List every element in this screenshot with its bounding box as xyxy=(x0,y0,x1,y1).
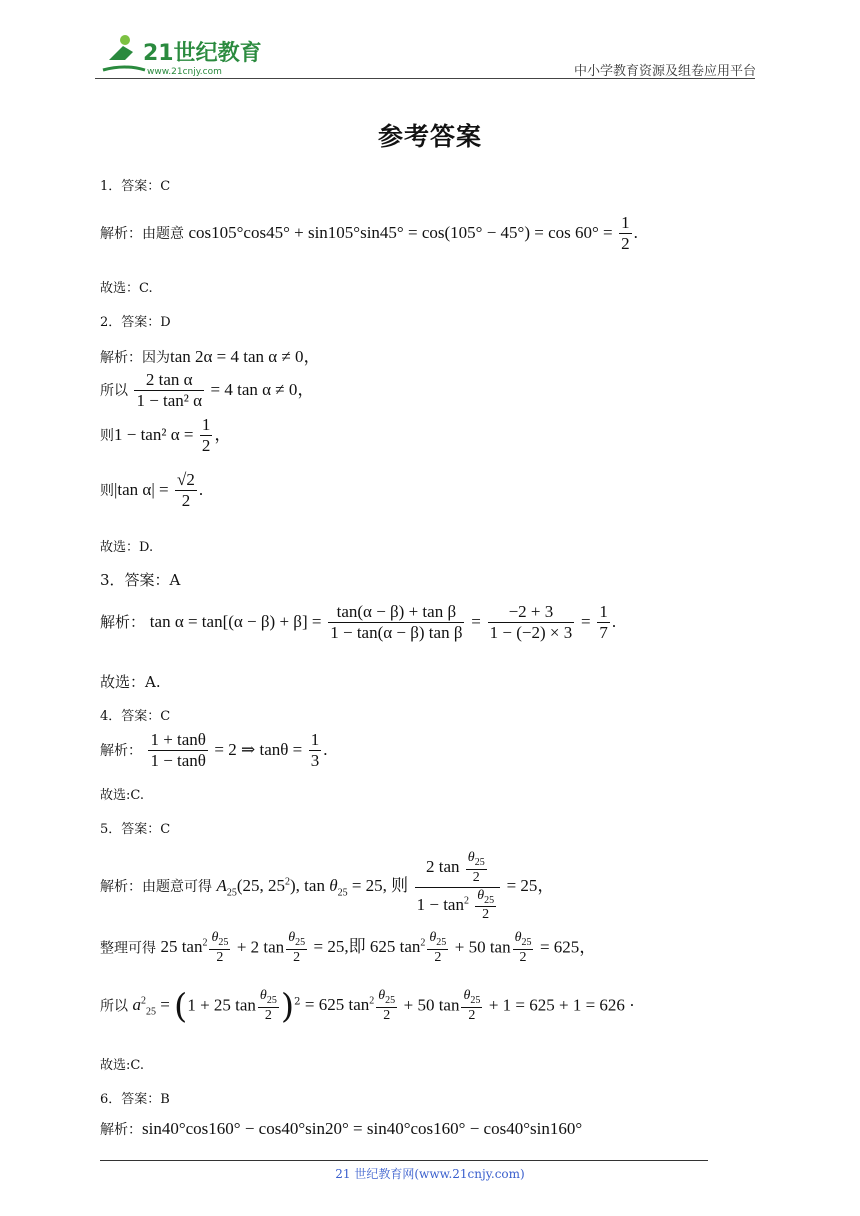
q1-analysis: 解析：由题意 cos105°cos45° + sin105°sin45° = cos(105° − 45°) = cos 60° = $\frac{1}{2}$ . xyxy=(100,213,638,254)
q5-answer: 5．答案：C xyxy=(100,822,171,837)
page-title: 参考答案 xyxy=(377,122,482,151)
q2-line2: 所以 $\frac{\text{2 tan α}}{\text{1 − tan² α}}$ = 4 tan α ≠ 0， xyxy=(100,370,315,411)
footer-divider xyxy=(100,1160,708,1161)
q4-choice: 故选:C. xyxy=(100,788,144,803)
q1-choice: 故选：C. xyxy=(100,281,153,296)
q6-analysis: 解析：sin40°cos160° − cos40°sin20° = sin40°cos160° − cos40°sin160° xyxy=(100,1119,583,1138)
logo-icon xyxy=(95,30,265,80)
q3-choice: 故选：A. xyxy=(100,673,161,691)
svg-text:21世纪教育: 21世纪教育 xyxy=(143,41,262,66)
q5-line1: 解析：由题意可得 $A_{25}(25$, $25^2$), $\tan \theta_{25} = 25$, 则 2 tan $\frac{\theta_{25}}{2}$ $1 - \tan^2$ $\frac{\theta_{25}}{2}$ = 25， xyxy=(100,850,555,923)
q2-choice: 故选：D. xyxy=(100,540,154,555)
q4-analysis: 解析： $\frac{1 + \tan\theta}{1 - \tan\theta}$ = 2 ⇒ tanθ = $\frac{1}{3}$ . xyxy=(100,730,328,771)
q1-answer: 1．答案：C xyxy=(100,179,171,194)
header-divider xyxy=(95,78,755,79)
q5-line2: 整理可得 25 $\tan^2$ $\frac{\theta_{25}}{2}$ + 2 tan $\frac{\theta_{25}}{2}$ = 25,即 625 $\tan^2$ $\frac{\theta_{25}}{2}$ + 50 tan $\frac{\theta_{25}}{2}$ = 625， xyxy=(100,930,597,965)
q6-answer: 6．答案：B xyxy=(100,1092,170,1107)
header-right-text: 中小学教育资源及组卷应用平台 xyxy=(573,64,756,79)
q3-answer: 3．答案：A xyxy=(100,571,181,589)
q3-analysis: 解析： tan α = tan[(α − β) + β] = $\frac{\text{tan(α − β) + tan β}}{\text{1 − tan(α − β) tan β}}$ = $\frac{-2 + 3}{1 - (-2) \times 3}$ = $\frac{1}{7}$ . xyxy=(100,602,617,643)
q2-answer: 2．答案：D xyxy=(100,315,171,330)
q2-line1: 解析：因为tan 2α = 4 tan α ≠ 0， xyxy=(100,347,321,366)
q2-line4: 则|tan α| = $\frac{√2}{2}$ . xyxy=(100,470,204,511)
svg-text:www.21cnjy.com: www.21cnjy.com xyxy=(147,67,222,77)
q5-choice: 故选:C. xyxy=(100,1058,144,1073)
footer-text: 21 世纪教育网(www.21cnjy.com) xyxy=(335,1167,525,1181)
page-header xyxy=(0,0,860,90)
q5-line3: 所以 $a^2_{25} = (1 + 25$ tan $\frac{\theta_{25}}{2}$ )$^2$ = 625 $\tan^2$ $\frac{\theta_{25}}{2}$ + 50 tan $\frac{\theta_{25}}{2}$ + 1 = 625 + 1 = 626 · xyxy=(100,986,635,1027)
q4-answer: 4．答案：C xyxy=(100,709,171,724)
q2-line3: 则1 − tan² α = $\frac{1}{2}$ ， xyxy=(100,415,232,456)
